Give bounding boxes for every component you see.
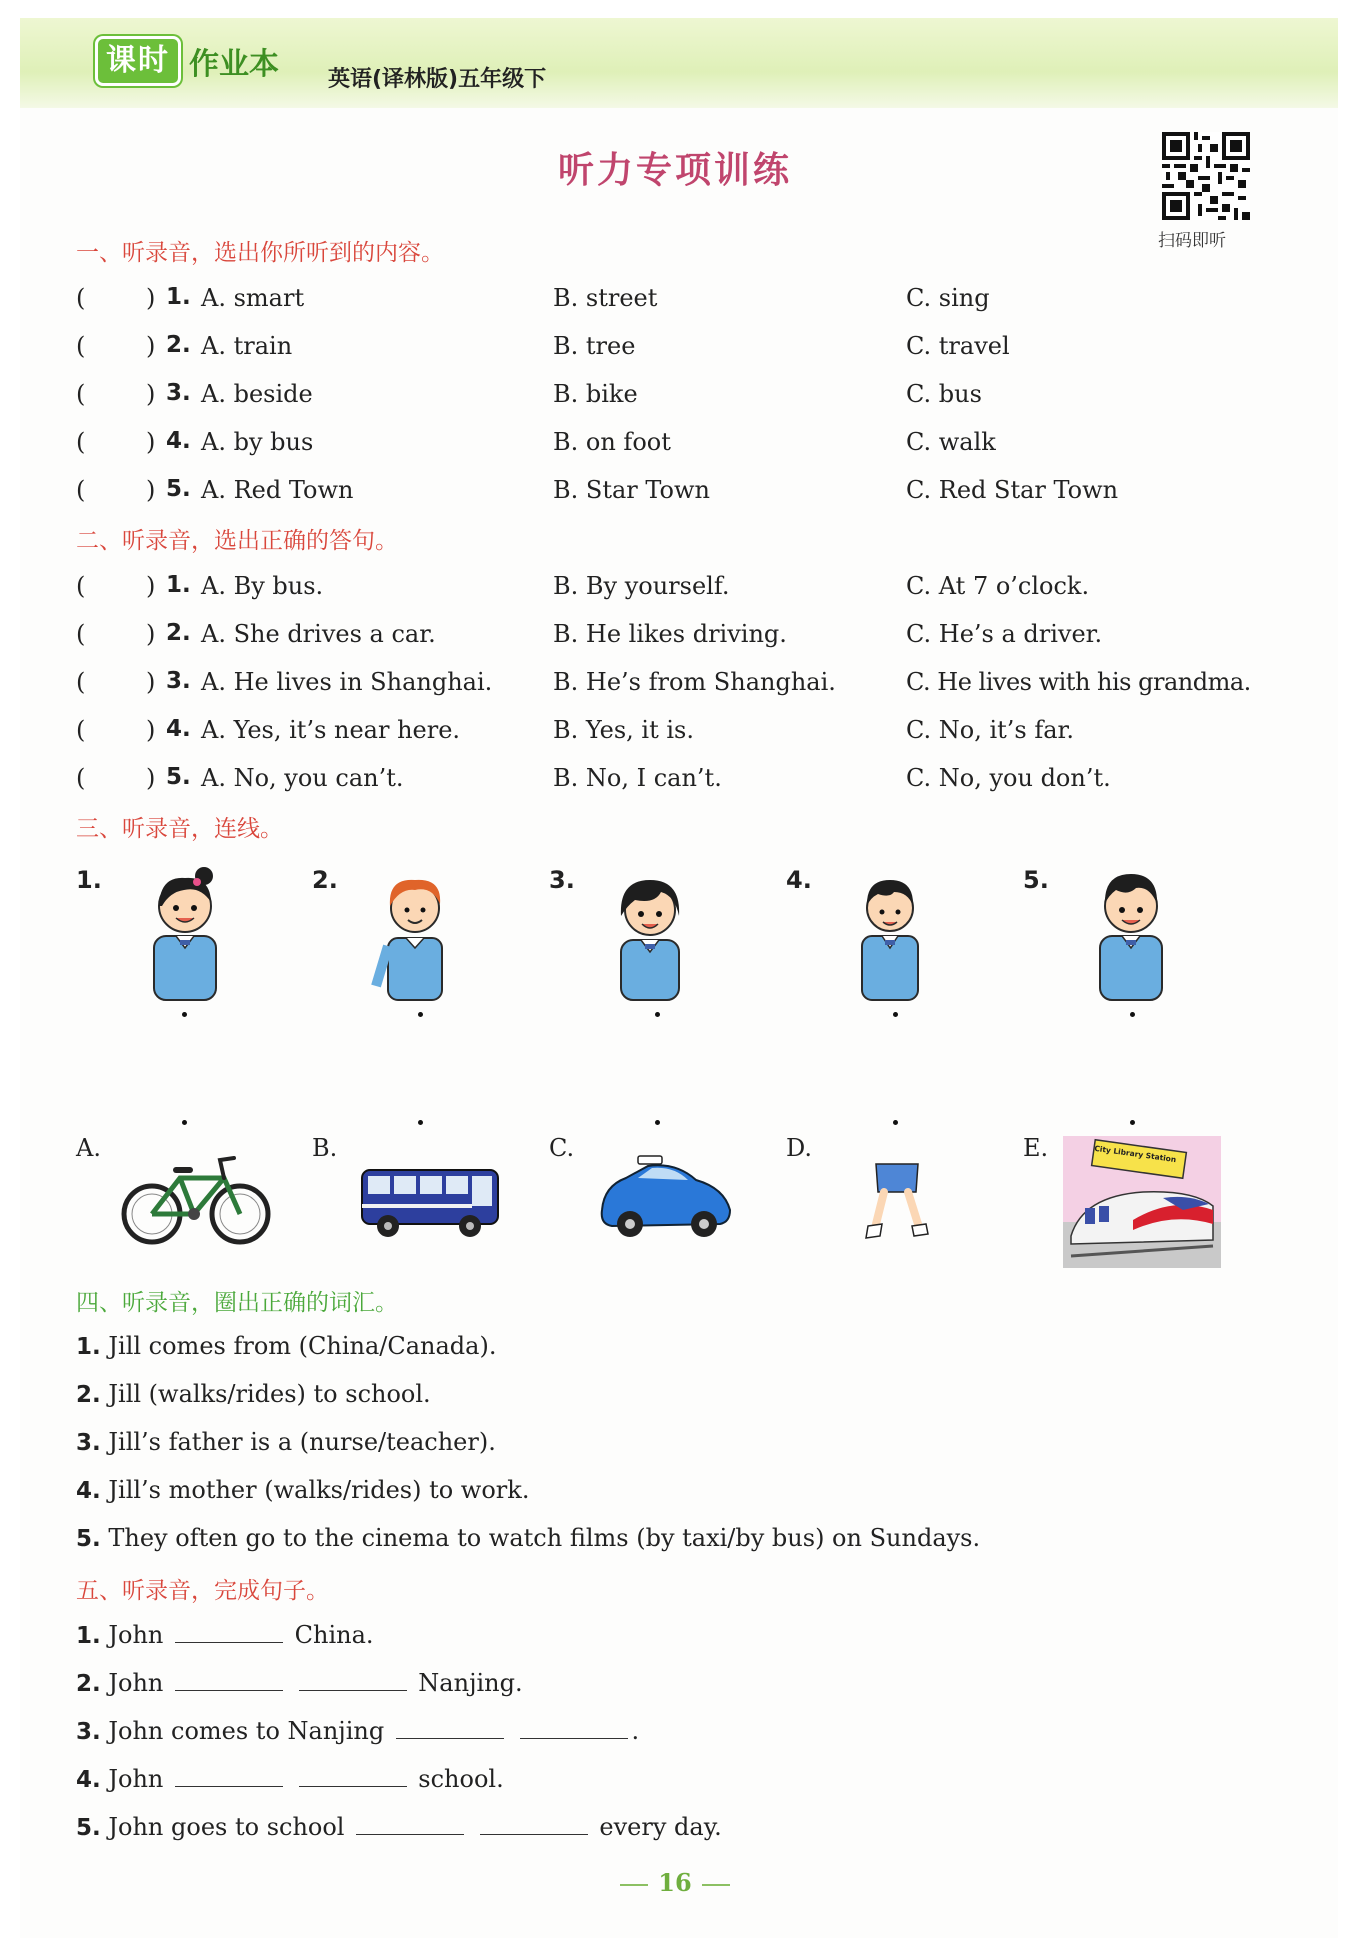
station-sign: City Library Station [1093,1143,1177,1165]
logo-badge: 课时 [95,36,181,86]
person-label-3: 3. [549,866,575,894]
answer-blank[interactable] [175,1764,283,1787]
s5-item-5: 5. John goes to school every day. [76,1813,722,1841]
match-dot-bottom[interactable] [418,1120,423,1125]
match-dot-bottom[interactable] [655,1120,660,1125]
vehicle-label-e: E. [1023,1134,1049,1162]
answer-blank[interactable] [396,1716,504,1739]
person-label-4: 4. [786,866,812,894]
answer-bracket[interactable]: ( [76,620,86,648]
answer-bracket[interactable]: ( [76,428,86,456]
section2-heading: 二、听录音，选出正确的答句。 [76,528,398,554]
vehicle-label-d: D. [786,1134,813,1162]
s4-item-4: 4. Jill’s mother (walks/rides) to work. [76,1476,530,1504]
section1-heading: 一、听录音，选出你所听到的内容。 [76,240,444,266]
qr-caption: 扫码即听 [1158,231,1226,251]
boy-spiky-hair-icon [1086,862,1176,1002]
answer-bracket[interactable]: ( [76,380,86,408]
qr-code-icon[interactable] [1162,132,1250,220]
s2-row-3: ( ) 3. A. He lives in Shanghai. B. He’s from Shanghai. C. He lives with his grandma. [76,668,1251,696]
s2-row-5: ( ) 5. A. No, you can’t. B. No, I can’t. C. No, you don’t. [76,764,1111,792]
answer-bracket[interactable]: ( [76,332,86,360]
page-title: 听力专项训练 [557,150,792,191]
s5-item-4: 4. John school. [76,1765,504,1793]
section5-heading: 五、听录音，完成句子。 [76,1578,329,1604]
s2-row-1: ( ) 1. A. By bus. B. By yourself. C. At 7 o’clock. [76,572,1090,600]
s1-row-2: ( ) 2. A. train B. tree C. travel [76,332,1010,360]
person-label-5: 5. [1023,866,1049,894]
taxi-icon [596,1150,736,1246]
s4-item-2: 2. Jill (walks/rides) to school. [76,1380,431,1408]
girl-ponytail-icon [140,862,230,1002]
section4-heading: 四、听录音，圈出正确的词汇。 [76,1290,398,1316]
s1-row-4: ( ) 4. A. by bus B. on foot C. walk [76,428,996,456]
s1-row-5: ( ) 5. A. Red Town B. Star Town C. Red Star Town [76,476,1119,504]
logo-text: 作业本 [189,47,279,82]
boy-red-hair-icon [370,866,460,1002]
match-dot-bottom[interactable] [182,1120,187,1125]
answer-blank[interactable] [175,1620,283,1643]
logo [95,35,279,87]
match-dot-top[interactable] [182,1012,187,1017]
book-info: 英语(译林版)五年级下 [328,67,547,92]
answer-bracket[interactable]: ( [76,284,86,312]
vehicle-label-c: C. [549,1134,575,1162]
s5-item-1: 1. John China. [76,1621,374,1649]
match-dot-top[interactable] [893,1012,898,1017]
person-label-2: 2. [312,866,338,894]
answer-blank[interactable] [480,1812,588,1835]
answer-blank[interactable] [356,1812,464,1835]
answer-bracket[interactable]: ( [76,764,86,792]
s5-item-2: 2. John Nanjing. [76,1669,523,1697]
bus-icon [358,1164,502,1240]
girl-short-hair-icon [605,866,695,1002]
s1-row-1: ( ) 1. A. smart B. street C. sing [76,284,990,312]
s4-item-5: 5. They often go to the cinema to watch films (by taxi/by bus) on Sundays. [76,1524,981,1552]
s2-row-2: ( ) 2. A. She drives a car. B. He likes driving. C. He’s a driver. [76,620,1103,648]
match-dot-top[interactable] [1130,1012,1135,1017]
person-label-1: 1. [76,866,102,894]
page-number: 16 [0,1868,1350,1897]
match-dot-bottom[interactable] [1130,1120,1135,1125]
answer-bracket[interactable]: ( [76,572,86,600]
answer-blank[interactable] [175,1668,283,1691]
match-dot-top[interactable] [418,1012,423,1017]
boy-black-hair-icon [850,866,930,1002]
walking-feet-icon [862,1162,932,1252]
answer-bracket[interactable]: ( [76,716,86,744]
answer-blank[interactable] [299,1764,407,1787]
s2-row-4: ( ) 4. A. Yes, it’s near here. B. Yes, it is. C. No, it’s far. [76,716,1075,744]
bicycle-icon [120,1148,272,1252]
section3-heading: 三、听录音，连线。 [76,816,283,842]
s4-item-1: 1. Jill comes from (China/Canada). [76,1332,497,1360]
vehicle-label-a: A. [76,1134,101,1162]
answer-blank[interactable] [520,1716,628,1739]
match-dot-bottom[interactable] [893,1120,898,1125]
s4-item-3: 3. Jill’s father is a (nurse/teacher). [76,1428,496,1456]
answer-bracket[interactable]: ( [76,476,86,504]
answer-blank[interactable] [299,1668,407,1691]
s1-row-3: ( ) 3. A. beside B. bike C. bus [76,380,982,408]
match-dot-top[interactable] [655,1012,660,1017]
s5-item-3: 3. John comes to Nanjing . [76,1717,640,1745]
vehicle-label-b: B. [312,1134,338,1162]
answer-bracket[interactable]: ( [76,668,86,696]
